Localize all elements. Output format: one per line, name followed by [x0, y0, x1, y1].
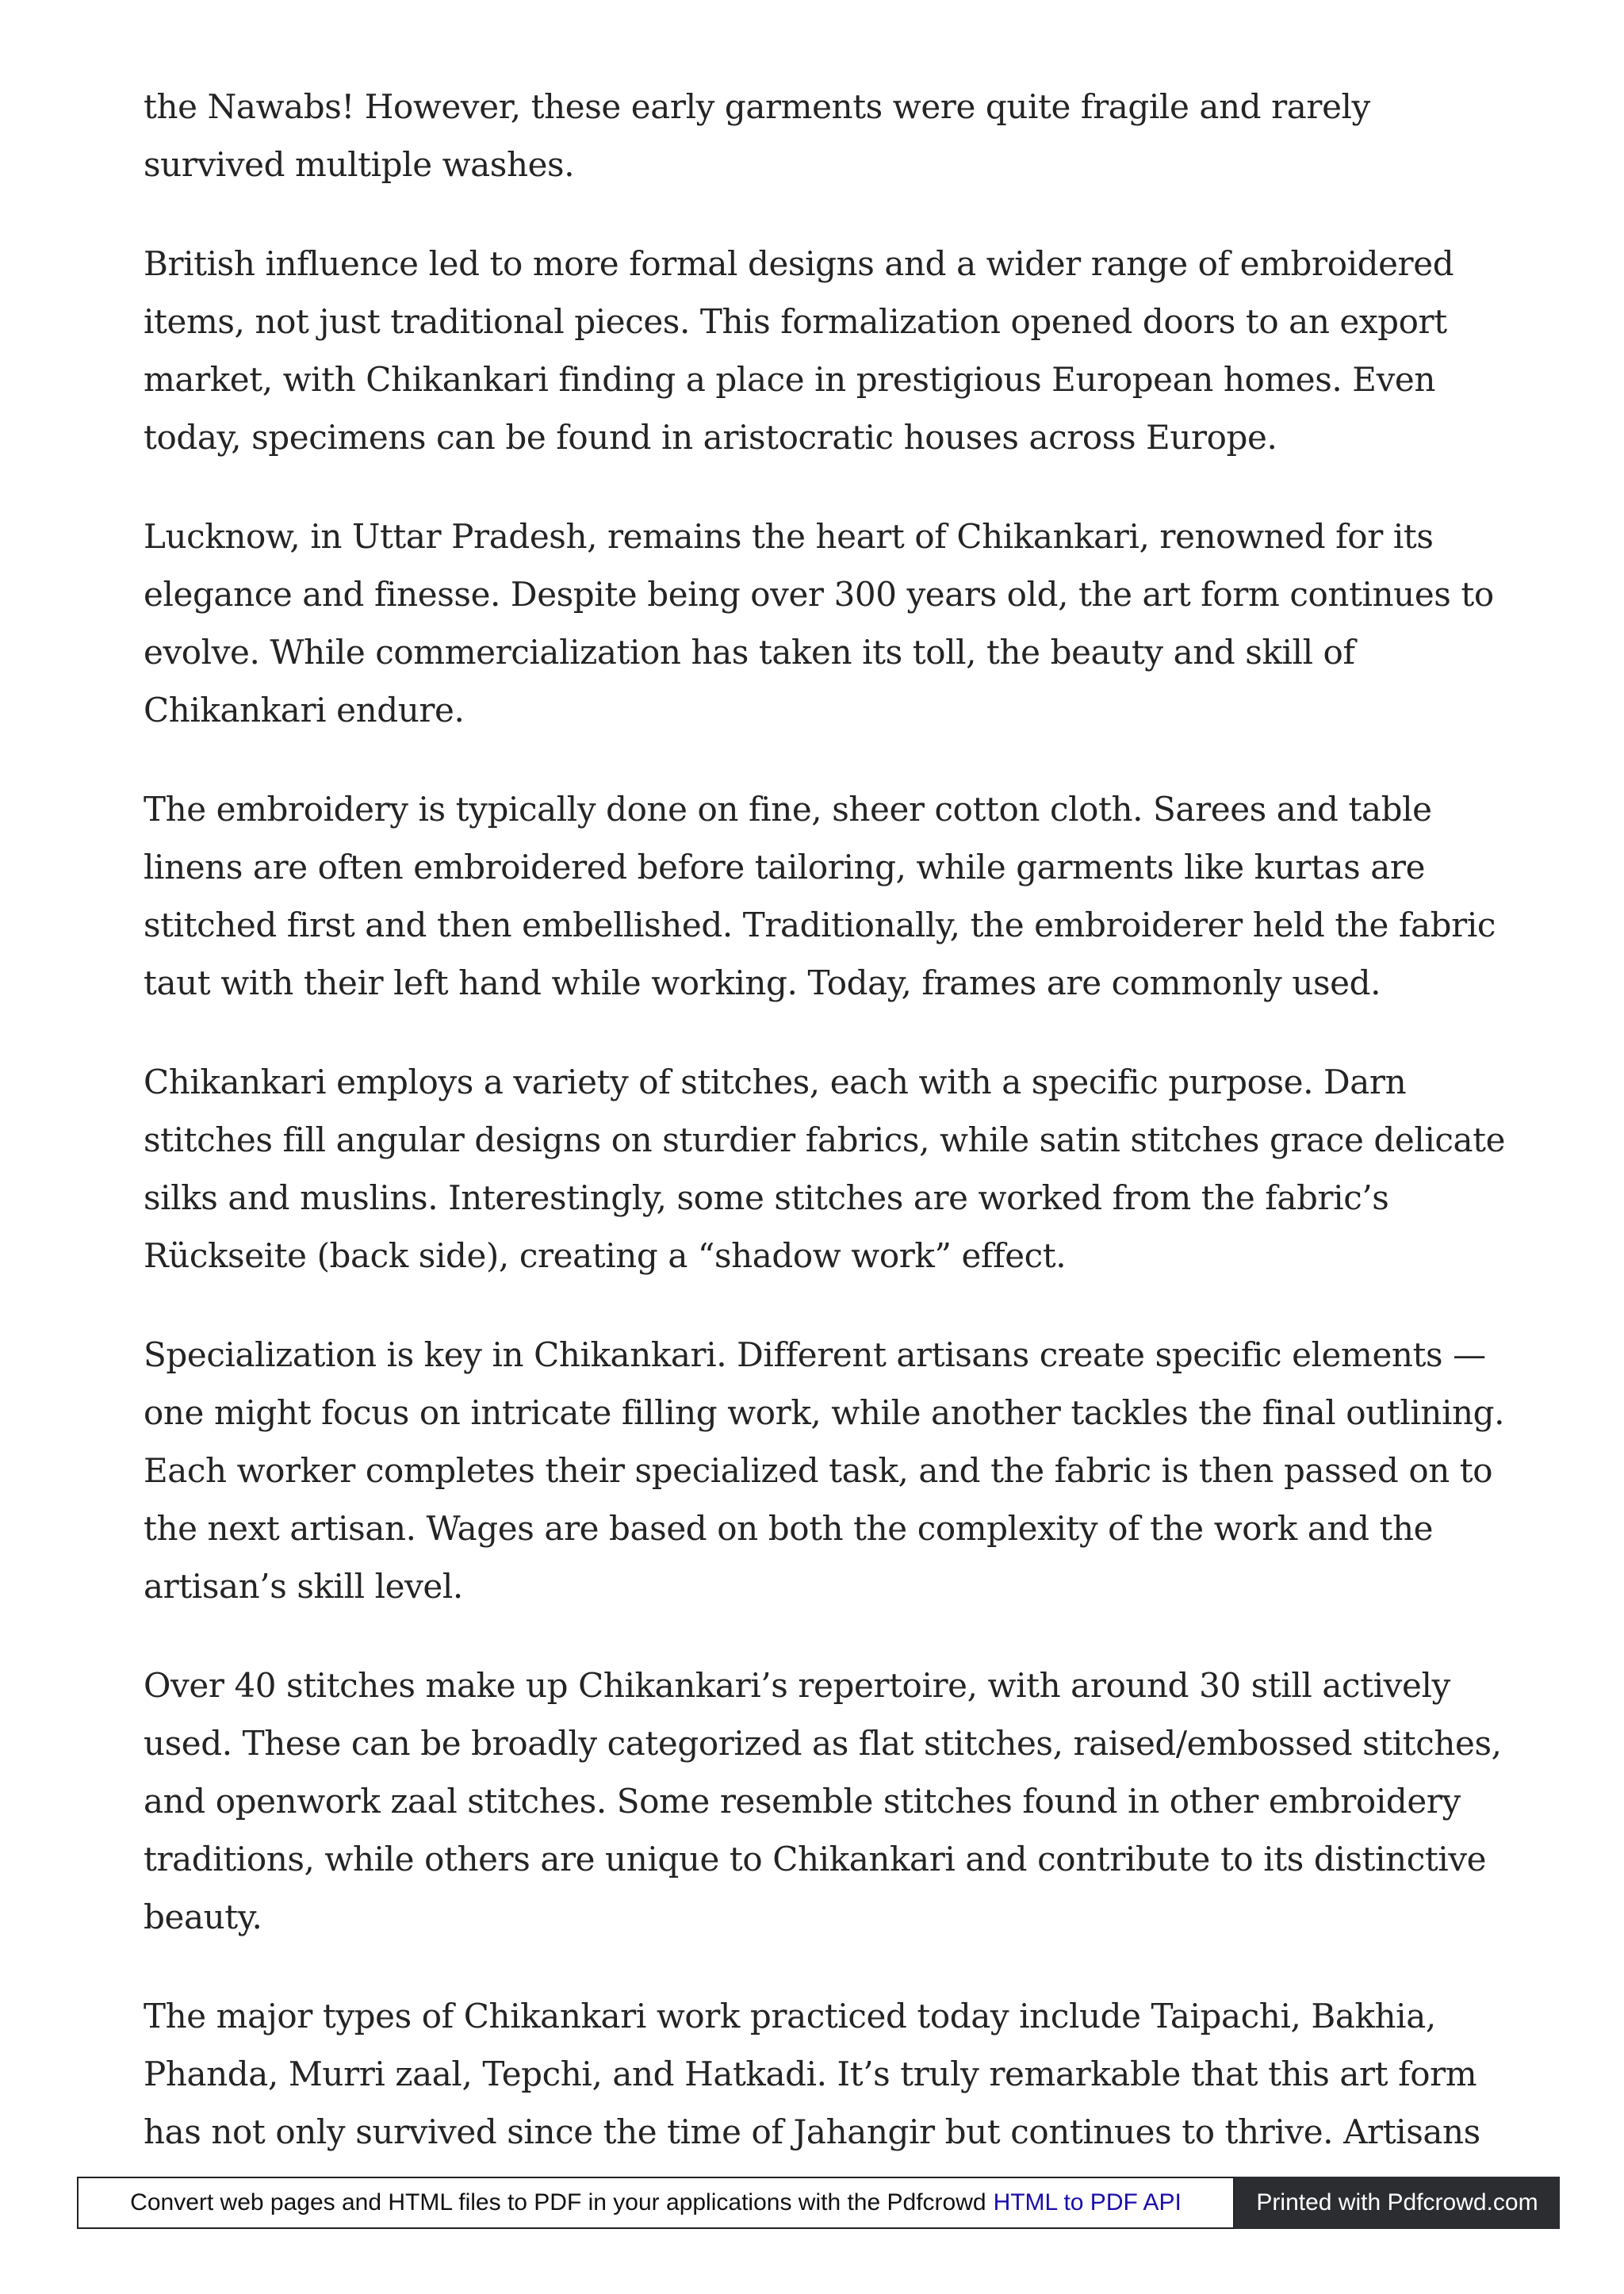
printed-with-badge[interactable] — [1235, 2177, 1560, 2229]
paragraph-2: British influence led to more formal designs and a wider range of embroidered items, not just traditional pieces. This formalization opened doors to an export market, with Chikankari finding a place in prestigious European homes. Even today, specimens can be found in aristocratic houses across Europe. — [144, 244, 1454, 457]
paragraph-4: The embroidery is typically done on fine, sheer cotton cloth. Sarees and table linens are often embroidered before tailoring, while garments like kurtas are stitched first and then embellished. Traditionally, the embroiderer held the fabric taut with their left hand while working. Today, frames are commonly used. — [144, 790, 1496, 1002]
convert-banner — [77, 2177, 1235, 2229]
convert-text: Convert web pages and HTML files to PDF in your applications with the Pdfcrowd — [130, 2189, 986, 2215]
article-body — [144, 78, 1507, 2202]
paragraph-7: Over 40 stitches make up Chikankari’s repertoire, with around 30 still actively used. These can be broadly categorized as flat stitches, raised/embossed stitches, and openwork zaal stitches. Some resemble stitches found in other embroidery traditions, while others are unique to Chikankari and contribute to its distinctive beauty. — [144, 1666, 1502, 1936]
printed-with-label: Printed with Pdfcrowd.com — [1256, 2189, 1538, 2215]
paragraph-1: the Nawabs! However, these early garments were quite fragile and rarely survived multiple washes. — [144, 87, 1370, 184]
paragraph-8: The major types of Chikankari work practiced today include Taipachi, Bakhia, Phanda, Murri zaal, Tepchi, and Hatkadi. It’s truly remarkable that this art form has not only survived since the time of Jahangir but continues to thrive. Artisans — [144, 1997, 1480, 2151]
html-to-pdf-api-link[interactable]: HTML to PDF API — [993, 2189, 1182, 2215]
paragraph-3: Lucknow, in Uttar Pradesh, remains the heart of Chikankari, renowned for its elegance and finesse. Despite being over 300 years old, the art form continues to evolve. While commercialization has taken its toll, the beauty and skill of Chikankari endure. — [144, 517, 1494, 730]
pdfcrowd-footer — [77, 2177, 1560, 2229]
paragraph-5: Chikankari employs a variety of stitches, each with a specific purpose. Darn stitches fill angular designs on sturdier fabrics, while satin stitches grace delicate silks and muslins. Interestingly, some stitches are worked from the fabric’s Rückseite (back side), creating a “shadow work” effect. — [144, 1063, 1506, 1275]
paragraph-6: Specialization is key in Chikankari. Different artisans create specific elements — one might focus on intricate filling work, while another tackles the final outlining. Each worker completes their specialized task, and the fabric is then passed on to the next artisan. Wages are based on both the complexity of the work and the artisan’s skill level. — [144, 1335, 1505, 1606]
